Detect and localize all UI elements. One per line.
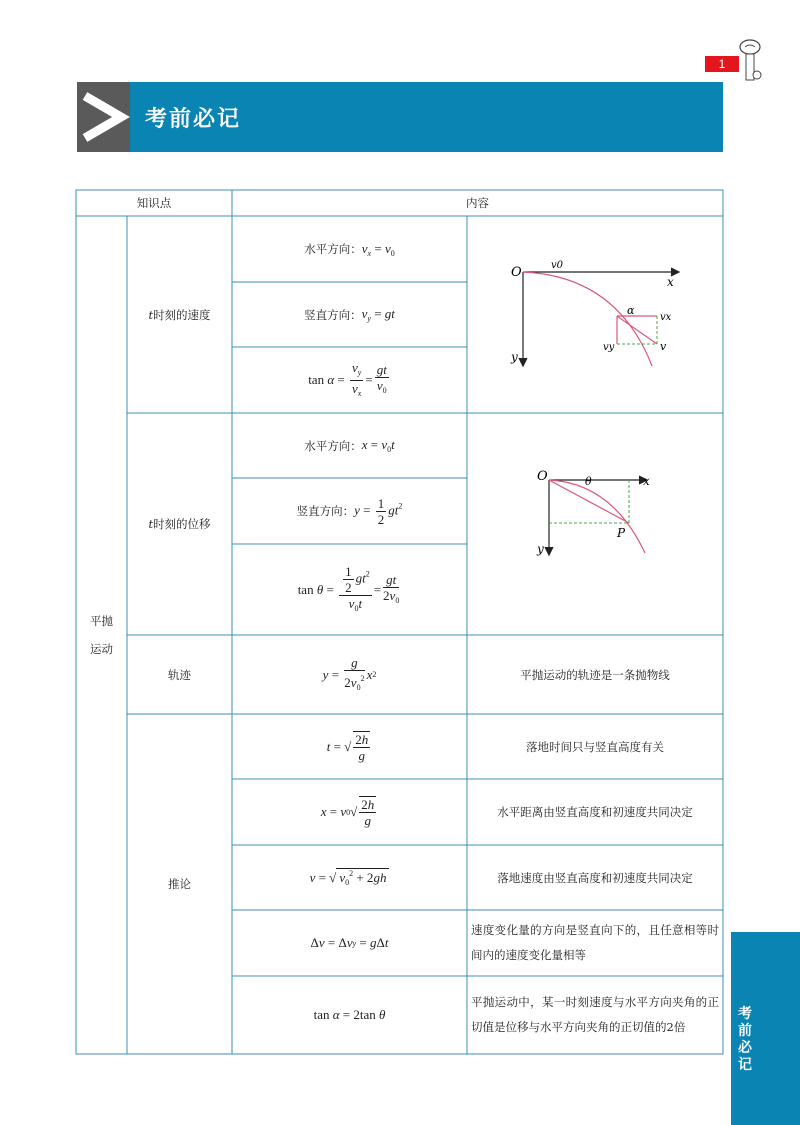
x-axis-label: x bbox=[643, 474, 650, 488]
displacement-label bbox=[127, 413, 232, 635]
horizontal-distance-formula: x = v 0 √ $\frac{2h}{g}$ bbox=[320, 797, 375, 828]
displacement-label-text: 时刻的位移 bbox=[153, 517, 211, 531]
vx-label: vx bbox=[660, 312, 672, 323]
chevron-icon bbox=[77, 82, 130, 152]
displacement-vertical-formula: 竖直方向： y = $\frac{1}{2}$ $gt^2$ bbox=[296, 495, 403, 527]
section-banner bbox=[77, 82, 723, 152]
formula-prefix: 水平方向： bbox=[304, 242, 362, 256]
side-tab bbox=[731, 932, 800, 1125]
origin-label: O bbox=[511, 265, 522, 280]
time-variable: t bbox=[148, 307, 154, 322]
inference-note: 落地时间只与竖直高度有关 bbox=[526, 739, 664, 754]
header-knowledge-point: 知识点 bbox=[136, 196, 172, 210]
point-p-label: P bbox=[617, 526, 626, 540]
inference-note: 平抛运动中，某一时刻速度与水平方向夹角的正切值是位移与水平方向夹角的正切值的2倍 bbox=[471, 995, 719, 1034]
velocity-diagram bbox=[467, 216, 723, 413]
topic-line: 平抛 bbox=[90, 614, 113, 628]
topic-line: 运动 bbox=[90, 642, 113, 656]
tan-theta-formula: tan θ = $\frac{1}{2}$ $gt^2$ $v_0t$ = $\frac{gt}{2v_0}$ bbox=[297, 563, 400, 613]
inference-note: 落地速度由竖直高度和初速度共同决定 bbox=[497, 870, 693, 885]
inference-note: 水平距离由竖直高度和初速度共同决定 bbox=[497, 805, 693, 819]
topic-label bbox=[76, 216, 127, 1054]
formula-prefix: 水平方向： bbox=[304, 438, 362, 453]
inference-note: 速度变化量的方向是竖直向下的，且任意相等时间内的速度变化量相等 bbox=[471, 923, 719, 962]
velocity-label-text: 时刻的速度 bbox=[153, 307, 211, 322]
tan-relation-formula: tan α = 2tan θ bbox=[313, 1007, 386, 1022]
header-content: 内容 bbox=[466, 196, 489, 210]
banner-title: 考前必记 bbox=[145, 107, 242, 132]
y-axis-label: y bbox=[511, 350, 518, 364]
trajectory-note: 平抛运动的轨迹是一条抛物线 bbox=[520, 667, 670, 682]
y-axis-label: y bbox=[537, 542, 544, 556]
time-variable: t bbox=[148, 517, 154, 531]
landing-speed-formula: v = √ $v_0^2 + 2gh$ bbox=[232, 845, 467, 910]
origin-label: O bbox=[537, 469, 548, 484]
v0-label: v0 bbox=[551, 260, 564, 271]
trajectory-formula: y = $\frac{g}{2v_0^2}$ x 2 bbox=[322, 654, 377, 692]
fall-time-formula: t = √ $\frac{2h}{g}$ bbox=[326, 731, 369, 763]
formula-prefix: 竖直方向： bbox=[296, 504, 355, 518]
v-label: v bbox=[660, 340, 667, 353]
displacement-horizontal-formula: 水平方向： $x = v_0t$ bbox=[304, 437, 395, 454]
velocity-horizontal-formula: 水平方向： $v_x = v_0$ bbox=[304, 240, 395, 258]
velocity-change-formula: Δ v = Δ v y = g Δ t bbox=[310, 935, 389, 950]
mascot-icon bbox=[737, 38, 767, 84]
velocity-label bbox=[127, 216, 232, 413]
velocity-vertical-formula: 竖直方向： $v_y$ = gt bbox=[304, 306, 395, 323]
alpha-label: α bbox=[627, 304, 635, 317]
page-number: 1 bbox=[705, 56, 739, 72]
theta-label: θ bbox=[585, 475, 592, 488]
inference-label: 推论 bbox=[168, 877, 191, 891]
side-tab-label: 考 前 必 记 bbox=[738, 1006, 752, 1073]
displacement-diagram bbox=[467, 413, 723, 635]
tan-alpha-formula: tan α = $\frac{v_y}{v_x}$ = $\frac{gt}{v_0}$ bbox=[308, 359, 387, 398]
formula-prefix: 竖直方向： bbox=[304, 307, 362, 322]
x-axis-label: x bbox=[667, 275, 674, 289]
trajectory-label: 轨迹 bbox=[168, 667, 191, 682]
vy-label: vy bbox=[603, 342, 615, 353]
